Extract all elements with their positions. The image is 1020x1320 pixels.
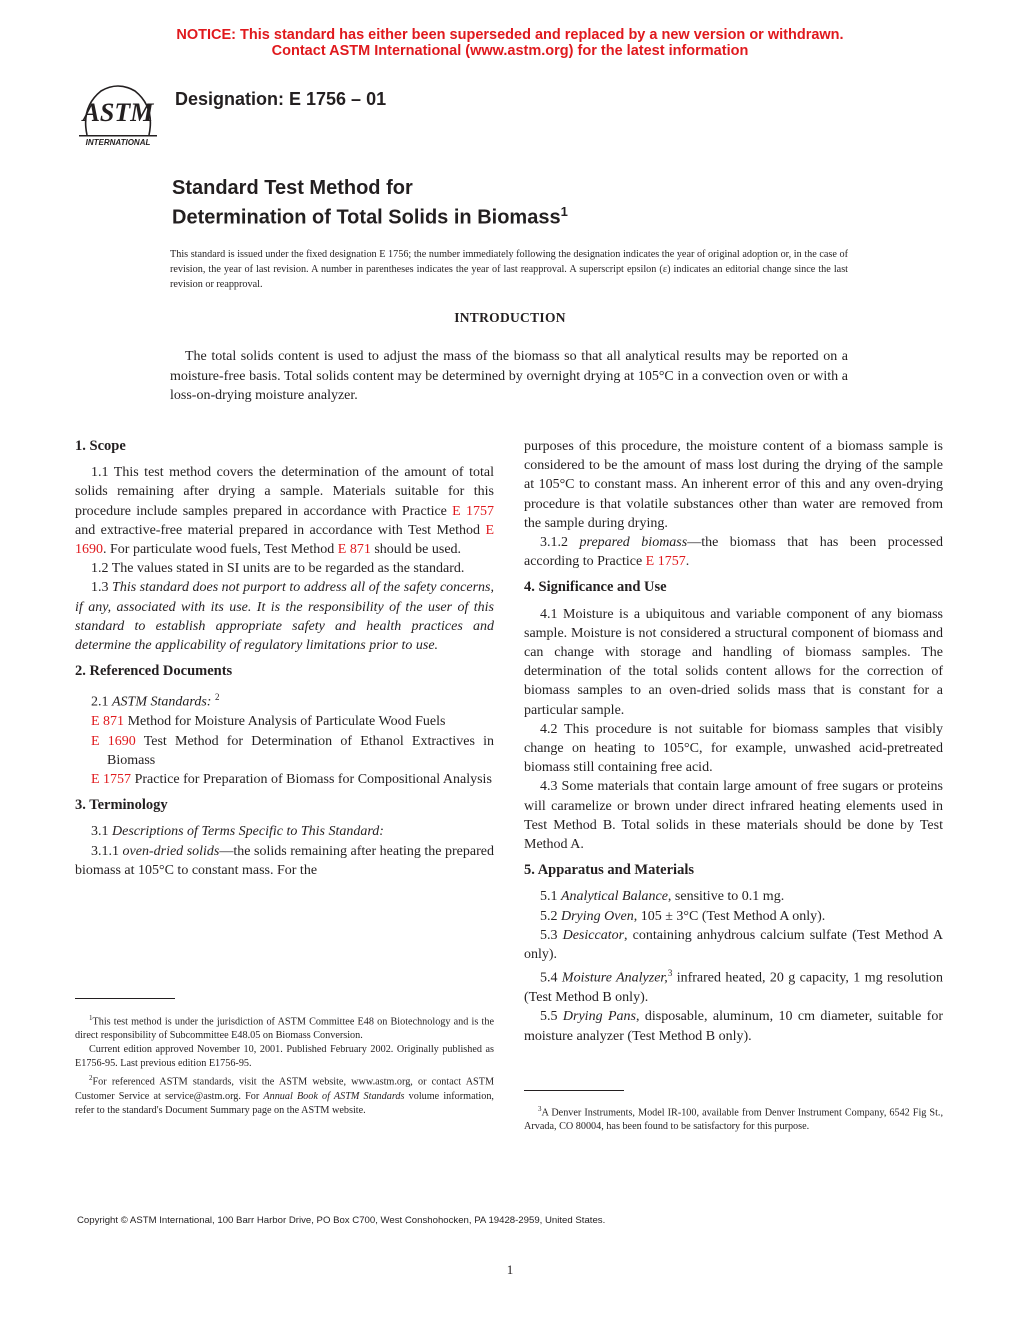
right-column [524, 437, 943, 1046]
para-3-1-2: 3.1.2 prepared biomass—the biomass that has been processed according to Practice E 1757. [524, 535, 944, 570]
logo-text: ASTM [82, 98, 154, 127]
para-3-1-1-cont: purposes of this procedure, the moisture content of a biomass sample is considered to be the amount of mass lost during the drying of the sample at 105°C to constant mass. An inherent error of this and any oven-drying procedure is that volatile substances other than water are removed from the sample during drying. [524, 439, 943, 531]
para-1-3: 1.3 This standard does not purport to address all of the safety concerns, if any, associated with its use. It is the responsibility of the user of this standard to establish appropriate safety and health practices and determine the applicability of regulatory limitations prior to use. [75, 580, 494, 654]
ref-item-3: E 1757 Practice for Preparation of Biomass for Compositional Analysis [91, 771, 492, 787]
notice-line-1: NOTICE: This standard has either been superseded and replaced by a new version or withdrawn. [176, 27, 844, 43]
designation: Designation: E 1756 – 01 [175, 89, 387, 109]
title-line-1: Standard Test Method for [172, 177, 413, 199]
para-1-1: 1.1 This test method covers the determination of the amount of total solids remaining after drying a sample. Materials suitable for this procedure include samples prepared in accordance with Practice E 1757 and extractive-free material prepared in accordance with Test Method E 1690. For particulate wood fuels, Test Method E 871 should be used. [75, 465, 494, 558]
section-3-heading: 3. Terminology [75, 797, 168, 814]
ref-link-e1690[interactable]: E 1690 [91, 733, 136, 749]
section-1-heading: 1. Scope [75, 438, 126, 454]
para-3-1: 3.1 Descriptions of Terms Specific to This Standard: [91, 824, 384, 840]
ref-item-1: E 871 Method for Moisture Analysis of Particulate Wood Fuels [91, 714, 446, 730]
link-e1690[interactable]: E 1690 [75, 522, 494, 558]
section-4-heading: 4. Significance and Use [524, 579, 667, 596]
section-5-heading: 5. Apparatus and Materials [524, 862, 694, 879]
notice-line-2: Contact ASTM International (www.astm.org) for the latest information [271, 43, 749, 59]
issued-note: This standard is issued under the fixed designation E 1756; the number immediately following the designation indicates the year of original adoption or, in the case of revision, the year of last revision. A number in parentheses indicates the year of last reapproval. A superscript epsilon (ε) indicates an editorial change since the last revision or reapproval. [170, 249, 848, 290]
para-5-5: 5.5 Drying Pans, disposable, aluminum, 10 cm diameter, suitable for moisture analyzer (Test Method B only). [524, 1009, 944, 1044]
para-5-1: 5.1 Analytical Balance, sensitive to 0.1 mg. [540, 889, 785, 905]
astm-logo [75, 77, 161, 149]
para-2-1: 2.1 ASTM Standards: $^2$ [91, 692, 220, 711]
logo-subtext: INTERNATIONAL [85, 138, 151, 147]
footnote-1: $^1$This test method is under the jurisdiction of ASTM Committee E48 on Biotechnology and is the direct responsibility of Subcommittee E48.05 on Biomass Conversion. [75, 1014, 494, 1042]
para-5-4: 5.4 Moisture Analyzer,$^3$ infrared heated, 20 g capacity, 1 mg resolution (Test Method B only). [524, 968, 943, 1006]
title-line-2: Determination of Total Solids in Biomass$^1$ [172, 204, 568, 229]
section-2-heading: 2. Referenced Documents [75, 663, 233, 680]
page-number: 1 [506, 1262, 514, 1277]
para-4-1: 4.1 Moisture is a ubiquitous and variable component of any biomass sample. Moisture is not considered a structural component of biomass and can change with storage and handling of biomass samples. The determination of the total solids content allows for the correction of biomass samples to an oven-dried solids mass that is constant for a particular sample. [524, 606, 943, 718]
footnote-3: $^3$A Denver Instruments, Model IR-100, available from Denver Instrument Company, 6542 Fig St., Arvada, CO 80004, has been found to be satisfactory for this purpose. [524, 1105, 943, 1133]
link-e1757-right[interactable]: E 1757 [645, 554, 686, 570]
link-e1757[interactable]: E 1757 [452, 503, 494, 519]
ref-link-e871[interactable]: E 871 [91, 714, 125, 730]
footnote-rule-right [524, 1090, 624, 1091]
introduction-text: The total solids content is used to adjust the mass of the biomass so that all analytical results may be reported on a moisture-free basis. Total solids content may be determined by overnight drying at 105°C in a convection oven or with a loss-on-drying moisture analyzer. [170, 349, 848, 403]
footnotes-right [524, 1102, 943, 1134]
left-column [75, 437, 494, 880]
introduction-heading: INTRODUCTION [454, 310, 566, 325]
copyright: Copyright © ASTM International, 100 Barr Harbor Drive, PO Box C700, West Conshohocken, PA 19428-2959, United States. [77, 1215, 606, 1226]
footnote-1b: Current edition approved November 10, 2001. Published February 2002. Originally published as E1756-95. Last previous edition E1756-95. [75, 1044, 494, 1070]
ref-item-2: E 1690 Test Method for Determination of Ethanol Extractives in Biomass [91, 733, 494, 768]
footnotes-left [75, 1011, 494, 1118]
para-4-3: 4.3 Some materials that contain large amount of free sugars or proteins will caramelize or brown under direct infrared heating elements used in Test Method B. Total solids in these materials should be done by Test Method A. [524, 779, 943, 853]
para-5-2: 5.2 Drying Oven, 105 ± 3°C (Test Method A only). [540, 908, 826, 924]
footnote-2: $^2$For referenced ASTM standards, visit the ASTM website, www.astm.org, or contact ASTM Customer Service at service@astm.org. For Annual Book of ASTM Standards volume information, refer to the standard's Document Summary page on the ASTM website. [75, 1074, 494, 1116]
ref-link-e1757[interactable]: E 1757 [91, 771, 132, 787]
para-4-2: 4.2 This procedure is not suitable for biomass samples that visibly change on heating to 105°C, for example, unwashed acid-pretreated biomass still containing free acid. [524, 721, 943, 776]
para-3-1-1: 3.1.1 oven-dried solids—the solids remaining after heating the prepared biomass at 105°C to constant mass. For the [75, 843, 494, 878]
link-e871[interactable]: E 871 [337, 542, 371, 558]
para-5-3: 5.3 Desiccator, containing anhydrous calcium sulfate (Test Method A only). [524, 927, 943, 963]
para-1-2: 1.2 The values stated in SI units are to be regarded as the standard. [91, 561, 465, 577]
footnote-rule-left [75, 998, 175, 999]
